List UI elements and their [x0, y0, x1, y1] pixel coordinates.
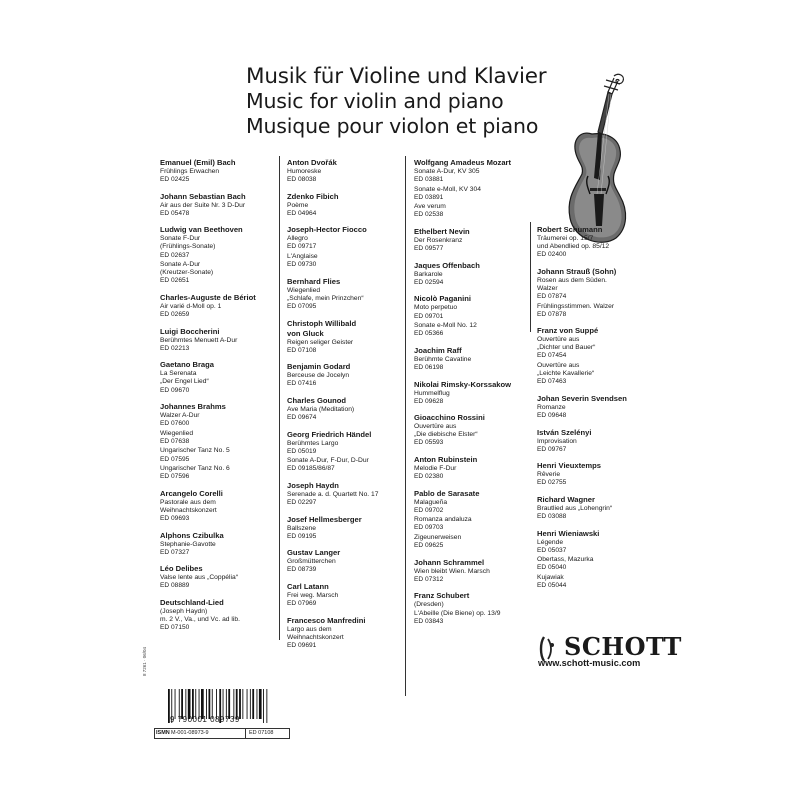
- work-title: Rêverie: [537, 471, 561, 479]
- work-title: Berühmte Cavatine: [414, 355, 472, 363]
- edition-number: ED 05366: [414, 330, 444, 338]
- work-title: Pastorale aus dem: [160, 498, 216, 506]
- work-title: Berühmtes Menuett A-Dur: [160, 336, 238, 344]
- work-title: m. 2 V., Va., und Vc. ad lib.: [160, 616, 240, 624]
- edition-number: ED 07416: [287, 380, 317, 388]
- barcode-bar: [247, 689, 248, 719]
- work-title: Träumerei op. 15/7: [537, 235, 594, 242]
- composer-name: Wolfgang Amadeus Mozart: [414, 158, 512, 167]
- work-title: „Schlafe, mein Prinzchen“: [287, 294, 364, 302]
- catalog-entry: [160, 293, 278, 319]
- edition-number: ED 08038: [287, 176, 317, 184]
- edition-number: ED 07874: [537, 292, 567, 300]
- composer-name: Joseph Haydn: [287, 480, 339, 490]
- edition-number: ED 02425: [160, 176, 190, 184]
- work-title: Hummelflug: [414, 389, 450, 397]
- title-english: Music for violin and piano: [246, 89, 504, 113]
- edition-number: ED 09625: [414, 542, 444, 550]
- composer-name: Josef Hellmesberger: [287, 514, 362, 524]
- edition-number: ED 07878: [537, 310, 567, 318]
- composer-name: Henri Vieuxtemps: [537, 461, 602, 471]
- work-title: (Kreutzer-Sonate): [160, 269, 214, 277]
- edition-number: ED 09195: [287, 532, 317, 540]
- catalog-entry: [537, 495, 660, 521]
- publisher-website[interactable]: www.schott-music.com: [538, 658, 641, 668]
- edition-number: ED 09767: [537, 445, 567, 453]
- work-title: Großmütterchen: [287, 558, 336, 566]
- work-title: Frei weg. Marsch: [287, 592, 339, 600]
- edition-number: ED 07327: [160, 548, 190, 556]
- work-title: Ouvertüre aus: [537, 362, 580, 370]
- catalog-entry: [287, 430, 405, 474]
- composer-name: Gioacchino Rossini: [414, 413, 485, 423]
- catalog-entry: [414, 261, 532, 287]
- edition-number: ED 09701: [414, 312, 444, 320]
- catalog-entry: [287, 362, 405, 388]
- catalog-entry: [287, 277, 405, 311]
- edition-number: ED 02400: [537, 251, 567, 259]
- barcode-digits: 9 790001 089739: [170, 715, 240, 724]
- work-title: La Serenata: [160, 370, 197, 378]
- composer-name: Henri Wieniawski: [537, 528, 600, 538]
- composer-name: Carl Latann: [287, 582, 329, 592]
- composer-name: Joachim Raff: [414, 345, 462, 355]
- edition-number: ED 02594: [414, 278, 444, 286]
- title-french: Musique pour violon et piano: [246, 114, 539, 138]
- work-title: Valse lente aus „Coppélia“: [160, 574, 238, 582]
- work-title: „Dichter und Bauer“: [537, 344, 596, 352]
- composer-name: Johann Strauß (Sohn): [537, 266, 617, 276]
- catalog-entry: [287, 225, 405, 269]
- column-rule-2: [405, 156, 406, 696]
- composer-name: Robert Schumann: [537, 225, 603, 234]
- catalog-entry: [287, 192, 405, 218]
- work-title: Ave Maria (Meditation): [287, 405, 355, 413]
- work-title: Walzer A-Dur: [160, 412, 200, 420]
- work-title: (Frühlings-Sonate): [160, 243, 216, 251]
- catalog-entry: [160, 598, 278, 632]
- composer-name: Alphons Czibulka: [160, 530, 224, 540]
- composer-name: Bernhard Flies: [287, 276, 341, 286]
- ismn-label: ISMN: [156, 730, 170, 736]
- catalog-entry: [414, 455, 532, 481]
- edition-number: ED 09185/86/87: [287, 465, 335, 473]
- composer-name: Charles-Auguste de Bériot: [160, 292, 256, 302]
- catalog-entry: [160, 564, 278, 590]
- violin-illustration: [562, 70, 632, 250]
- work-title: Berceuse de Jocelyn: [287, 372, 350, 380]
- edition-number: ED 03891: [414, 193, 444, 201]
- work-title: Wiegenlied: [287, 286, 321, 294]
- catalog-entry: [160, 327, 278, 353]
- composer-name: Christoph Willibald: [287, 318, 357, 328]
- catalog-entry: [414, 158, 532, 220]
- work-title: Weihnachtskonzert: [287, 633, 344, 641]
- work-title: Sonate e-Moll, KV 304: [414, 185, 481, 193]
- edition-number: ED 06198: [414, 363, 444, 371]
- catalog-entry: [537, 225, 660, 259]
- composer-name: Johann Sebastian Bach: [160, 191, 246, 201]
- edition-number: ED 09693: [160, 515, 190, 523]
- catalog-entry: [537, 326, 660, 386]
- work-title: „Der Engel Lied“: [160, 378, 209, 386]
- edition-number: ED 08739: [287, 566, 317, 574]
- work-title: Wiegenlied: [160, 429, 194, 437]
- catalog-entry: [414, 380, 532, 406]
- edition-number: ED 02651: [160, 277, 190, 285]
- catalog-entry: [287, 515, 405, 541]
- catalog-entry: [287, 616, 405, 650]
- catalog-entry: [414, 227, 532, 253]
- composer-name: Jaques Offenbach: [414, 260, 480, 270]
- work-title: „Leichte Kavallerie“: [537, 370, 595, 378]
- work-title: Poème: [287, 201, 309, 209]
- composer-name: Pablo de Sarasate: [414, 488, 480, 498]
- composer-name-continued: von Gluck: [287, 328, 324, 338]
- edition-number: ED 09670: [160, 386, 190, 394]
- work-title: Allegro: [287, 235, 308, 243]
- composer-name: Charles Gounod: [287, 395, 347, 405]
- edition-number: ED 05019: [287, 447, 317, 455]
- work-title: Walzer: [537, 284, 558, 292]
- work-title: Ballszene: [287, 524, 316, 532]
- edition-number: ED 07595: [160, 455, 190, 463]
- edition-number: ED 03088: [537, 512, 567, 520]
- work-title: Air varié d-Moll op. 1: [160, 302, 222, 310]
- work-title: Légende: [537, 538, 564, 546]
- work-title: Frühlings Erwachen: [160, 168, 220, 175]
- work-title: L'Abeille (Die Biene) op. 13/9: [414, 609, 501, 617]
- catalog-entry: [160, 158, 278, 184]
- catalog-entry: [160, 531, 278, 557]
- composer-name: Nicolò Paganini: [414, 294, 471, 304]
- work-title: Moto perpetuo: [414, 304, 458, 312]
- catalog-entry: [287, 396, 405, 422]
- catalog-entry: [537, 267, 660, 319]
- catalog-entry: [537, 428, 660, 454]
- work-title: Sonate A-Dur, KV 305: [414, 168, 480, 175]
- edition-number: ED 09691: [287, 641, 317, 649]
- barcode-bar: [266, 689, 267, 723]
- composer-name: Johan Severin Svendsen: [537, 393, 627, 403]
- composer-name: Nikolai Rimsky-Korssakow: [414, 379, 512, 389]
- work-title: Zigeunerweisen: [414, 534, 462, 542]
- work-title: Brautlied aus „Lohengrin“: [537, 504, 613, 512]
- title-block: [246, 64, 546, 139]
- edition-number: ED 07312: [414, 575, 444, 583]
- side-print-code: 8 7261 · 06/04: [142, 646, 147, 676]
- edition-number: ED 05044: [537, 582, 567, 590]
- catalog-entry: [537, 529, 660, 591]
- catalog-column-1: [160, 158, 278, 640]
- edition-number: ED 03881: [414, 176, 444, 184]
- composer-name: Johann Schrammel: [414, 557, 485, 567]
- catalog-entry: [160, 489, 278, 523]
- barcode-bar: [257, 689, 258, 719]
- title-german: Musik für Violine und Klavier: [246, 64, 547, 89]
- edition-number: ED 07150: [160, 624, 190, 632]
- column-rule-1: [279, 156, 280, 640]
- work-title: Ouvertüre aus: [537, 336, 580, 344]
- publisher-name: SCHOTT: [564, 632, 682, 661]
- work-title: Serenade a. d. Quartett No. 17: [287, 490, 379, 498]
- work-title: Barkarole: [414, 270, 443, 278]
- edition-number: ED 07454: [537, 352, 567, 360]
- composer-name: Johannes Brahms: [160, 402, 226, 412]
- edition-number: ED 07596: [160, 473, 190, 481]
- edition-number: ED 09577: [414, 245, 444, 253]
- ismn-row: [154, 728, 290, 739]
- work-title: Humoreske: [287, 168, 322, 175]
- composer-name: Francesco Manfredini: [287, 615, 366, 625]
- composer-name: Luigi Boccherini: [160, 326, 220, 336]
- barcode-bar: [263, 689, 264, 723]
- edition-number: ED 08889: [160, 582, 190, 590]
- work-title: Ave verum: [414, 203, 446, 211]
- edition-number: ED 09628: [414, 397, 444, 405]
- barcode-bar: [242, 689, 243, 719]
- edition-number: ED 07463: [537, 378, 567, 386]
- edition-number: ED 03843: [414, 617, 444, 625]
- edition-number: ED 05040: [537, 564, 567, 572]
- edition-number: ED 07095: [287, 302, 317, 310]
- work-title: Sonate A-Dur: [160, 261, 201, 269]
- catalog-column-4: [537, 225, 660, 598]
- composer-name: Zdenko Fibich: [287, 191, 339, 201]
- work-title: Stephanie-Gavotte: [160, 540, 216, 548]
- work-title: Air aus der Suite Nr. 3 D-Dur: [160, 201, 246, 209]
- edition-number: ED 09703: [414, 524, 444, 532]
- work-title: Sonate e-Moll No. 12: [414, 322, 477, 330]
- ismn-value: M-001-08973-9: [171, 730, 209, 736]
- edition-number: ED 02659: [160, 311, 190, 319]
- catalog-entry: [414, 591, 532, 625]
- work-title: Rosen aus dem Süden.: [537, 276, 607, 284]
- edition-number: ED 07108: [287, 346, 317, 354]
- barcode-bar: [252, 689, 254, 719]
- work-title: Improvisation: [537, 437, 577, 445]
- work-title: „Die diebische Elster“: [414, 431, 478, 439]
- edition-number: ED 09730: [287, 261, 317, 269]
- composer-name: István Szelényi: [537, 427, 592, 437]
- work-title: Melodie F-Dur: [414, 464, 457, 472]
- catalog-entry: [160, 402, 278, 481]
- composer-name: Georg Friedrich Händel: [287, 429, 372, 439]
- catalog-entry: [537, 394, 660, 420]
- edition-number: ED 09717: [287, 243, 317, 251]
- edition-number: ED 02755: [537, 479, 567, 487]
- edition-number: ED 02637: [160, 251, 190, 259]
- composer-name: Arcangelo Corelli: [160, 488, 223, 498]
- work-title: Ouvertüre aus: [414, 423, 457, 431]
- catalog-entry: [414, 413, 532, 447]
- composer-name: Franz Schubert: [414, 591, 470, 601]
- work-title: und Abendlied op. 85/12: [537, 243, 610, 251]
- catalog-entry: [287, 319, 405, 355]
- edition-number: ED 04964: [287, 209, 317, 217]
- composer-name: Emanuel (Emil) Bach: [160, 158, 236, 167]
- work-title: Romanze: [537, 403, 566, 411]
- composer-name: Gaetano Braga: [160, 360, 215, 370]
- edition-number: ED 07969: [287, 600, 317, 608]
- composer-name: Anton Rubinstein: [414, 454, 478, 464]
- catalog-entry: [160, 360, 278, 394]
- catalog-entry: [160, 192, 278, 218]
- work-title: Ungarischer Tanz No. 5: [160, 447, 230, 455]
- work-title: Der Rosenkranz: [414, 237, 463, 245]
- work-title: Kujawiak: [537, 573, 564, 581]
- edition-number: ED 02538: [414, 211, 444, 219]
- barcode-bar: [259, 689, 262, 719]
- edition-number: ED 07600: [160, 420, 190, 428]
- composer-name: Gustav Langer: [287, 548, 341, 558]
- catalog-entry: [414, 489, 532, 551]
- edition-number: ED 02380: [414, 473, 444, 481]
- catalog-column-2: [287, 158, 405, 658]
- work-title: Berühmtes Largo: [287, 439, 339, 447]
- composer-name: Benjamin Godard: [287, 362, 351, 372]
- edition-number: ED 02213: [160, 344, 190, 352]
- composer-name: Joseph-Hector Fiocco: [287, 225, 367, 235]
- catalog-column-3: [414, 158, 532, 633]
- work-title: Reigen seliger Geister: [287, 338, 354, 346]
- edition-number: ED 09674: [287, 414, 317, 421]
- work-title: Malagueña: [414, 498, 448, 506]
- composer-name: Ethelbert Nevin: [414, 227, 470, 237]
- composer-name: Ludwig van Beethoven: [160, 225, 243, 235]
- catalog-entry: [160, 225, 278, 285]
- edition-number: ED 07108: [245, 729, 273, 738]
- catalog-entry: [537, 461, 660, 487]
- work-title: L'Anglaise: [287, 253, 318, 261]
- catalog-entry: [287, 481, 405, 507]
- work-title: Weihnachtskonzert: [160, 506, 217, 514]
- catalog-entry: [287, 548, 405, 574]
- composer-name: Deutschland-Lied: [160, 598, 224, 607]
- work-title: Sonate F-Dur: [160, 235, 201, 243]
- work-title: Frühlingsstimmen. Walzer: [537, 302, 615, 310]
- catalog-entry: [414, 294, 532, 338]
- edition-number: ED 05478: [160, 209, 190, 217]
- catalog-entry: [287, 158, 405, 184]
- edition-number: ED 09648: [537, 411, 567, 419]
- edition-number: ED 09702: [414, 506, 444, 514]
- work-title: Romanza andaluza: [414, 516, 472, 524]
- composer-name: Richard Wagner: [537, 494, 595, 504]
- barcode-bar: [250, 689, 251, 719]
- work-title: Largo aus dem: [287, 625, 332, 633]
- composer-name: Léo Delibes: [160, 564, 203, 574]
- composer-name: Anton Dvořák: [287, 158, 337, 167]
- work-title: (Dresden): [414, 601, 444, 609]
- catalog-entry: [287, 582, 405, 608]
- edition-number: ED 05037: [537, 546, 567, 554]
- work-title: Wien bleibt Wien. Marsch: [414, 567, 490, 575]
- edition-number: ED 02297: [287, 499, 317, 507]
- work-title: (Joseph Haydn): [160, 608, 208, 615]
- work-title: Ungarischer Tanz No. 6: [160, 465, 230, 473]
- catalog-entry: [414, 558, 532, 584]
- work-title: Obertass, Mazurka: [537, 556, 594, 564]
- catalog-entry: [414, 346, 532, 372]
- edition-number: ED 07638: [160, 437, 190, 445]
- composer-name: Franz von Suppé: [537, 326, 599, 336]
- edition-number: ED 05593: [414, 439, 444, 447]
- work-title: Sonate A-Dur, F-Dur, D-Dur: [287, 457, 369, 465]
